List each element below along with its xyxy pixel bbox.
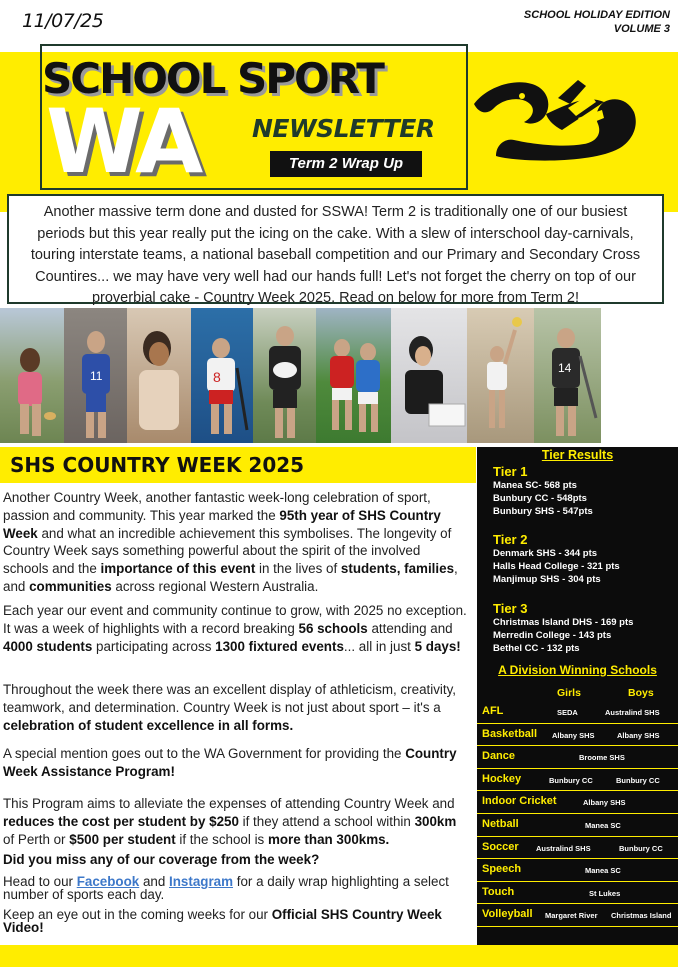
sport-name: AFL — [482, 705, 504, 717]
text-run: This Program aims to alleviate the expenses of attending Country Week and — [3, 796, 455, 811]
tier-3-heading: Tier 3 — [493, 601, 528, 616]
sport-row-basketball — [477, 724, 678, 747]
girls-winner: Albany SHS — [552, 730, 595, 740]
sport-row-afl — [477, 701, 678, 724]
tier-2-heading: Tier 2 — [493, 532, 528, 547]
sport-name: Soccer — [482, 840, 519, 853]
sport-row-dance — [477, 746, 678, 769]
photo-volleyball — [467, 308, 534, 443]
text-run: of Perth or — [3, 831, 70, 847]
combined-winner: St Lukes — [589, 888, 621, 898]
tier-2-result-3: Manjimup SHS - 304 pts — [493, 574, 601, 585]
sport-row-touch — [477, 882, 678, 905]
intro-paragraph: Another massive term done and dusted for SSWA! Term 2 is traditionally one of our busiest periods but this year really put the icing on the cake. With a slew of interschool day-carnivals, touring interstate teams, a national baseball competition and our Primary and Secondary Cross Countires... we may have very well had our hands full! Let's not forget the cherry on top of our proverbial cake - Country Week 2025. Read on below for more from Term 2! — [7, 194, 664, 304]
article-paragraph-3 — [3, 681, 469, 734]
sport-row-volleyball — [477, 904, 678, 927]
photo-hockey — [191, 308, 253, 443]
country-week-article — [0, 447, 476, 945]
text-bold: importance of this event — [100, 561, 256, 577]
tier-1-result-3: Bunbury SHS - 547pts — [493, 506, 593, 517]
text-bold: reduces the cost per student by $250 — [3, 813, 239, 829]
text-bold: 1300 fixtured events — [215, 638, 344, 654]
text-run: Keep an eye out in the coming weeks for our — [3, 907, 272, 922]
text-bold: Official SHS Country Week Video! — [3, 907, 442, 935]
text-run: and — [139, 874, 170, 889]
photo-student-portrait — [127, 308, 191, 443]
photo-soccer — [316, 308, 391, 443]
text-run: if they attend a school within — [238, 813, 415, 829]
article-heading: SHS COUNTRY WEEK 2025 — [10, 453, 305, 477]
sport-name: Indoor Cricket — [482, 795, 557, 808]
tier-1-result-1: Manea SC- 568 pts — [493, 480, 577, 491]
girls-winner: Margaret River — [545, 911, 598, 921]
combined-winner: Manea SC — [585, 866, 621, 876]
sport-name: Speech — [482, 863, 522, 876]
column-boys-header: Boys — [628, 687, 654, 699]
term-wrap-up-tag: Term 2 Wrap Up — [270, 151, 422, 177]
facebook-link[interactable]: Facebook — [76, 874, 140, 889]
masthead-title-school-sport: SCHOOL SPORT — [42, 54, 383, 103]
text-run: in the lives of — [255, 561, 341, 577]
issue-date: 11/07/25 — [22, 10, 104, 32]
text-bold: 4000 students — [3, 638, 93, 654]
tier-1-heading: Tier 1 — [493, 464, 528, 479]
text-run: A special mention goes out to the WA Government for providing the — [3, 746, 406, 761]
text-bold: more than 300kms. — [267, 831, 390, 847]
text-bold: 95th year of SHS Country Week — [3, 507, 441, 541]
article-paragraph-4 — [3, 745, 469, 781]
girls-winner: Australind SHS — [536, 843, 591, 853]
sport-name: Basketball — [482, 727, 538, 740]
boys-winner: Bunbury CC — [616, 775, 660, 785]
division-winners-title: A Division Winning Schools — [498, 663, 657, 677]
boys-winner: Australind SHS — [605, 708, 660, 717]
sport-row-netball — [477, 814, 678, 837]
combined-winner: Broome SHS — [579, 753, 625, 763]
text-run: participating across — [92, 638, 216, 654]
photo-basketball — [64, 308, 127, 443]
text-run: ... all in just — [343, 638, 415, 654]
text-bold: 300km — [414, 813, 457, 829]
text-run: Throughout the week there was an excellent display of athleticism, creativity, teamwork, and determination. Country Week is not just about sport – it's a — [3, 682, 457, 715]
sport-row-hockey — [477, 769, 678, 792]
article-paragraph-2 — [3, 602, 469, 655]
combined-winner: Manea SC — [585, 821, 621, 830]
boys-winner: Bunbury CC — [619, 843, 663, 853]
text-run: attending and — [367, 620, 453, 636]
article-paragraph-5 — [3, 795, 469, 848]
sport-name: Netball — [482, 818, 519, 830]
sport-row-soccer — [477, 837, 678, 860]
photo-afl — [0, 308, 64, 443]
tier-2-result-1: Denmark SHS - 344 pts — [493, 548, 598, 559]
sport-row-speech — [477, 859, 678, 882]
article-paragraph-6 — [3, 875, 469, 901]
boys-winner: Christmas Island — [611, 911, 672, 921]
text-bold: students, families — [340, 561, 455, 577]
tier-3-result-1: Christmas Island DHS - 169 pts — [493, 617, 634, 628]
photo-exam — [391, 308, 467, 443]
photo-strip — [0, 308, 678, 443]
text-bold: 56 schools — [298, 620, 368, 636]
edition-line-1: SCHOOL HOLIDAY EDITION — [523, 9, 670, 21]
tier-2-result-2: Halls Head College - 321 pts — [493, 561, 620, 572]
girls-winner: SEDA — [557, 708, 578, 717]
text-run: for a daily wrap highlighting a select number of sports each day. — [3, 874, 449, 902]
tier-3-result-3: Bethel CC - 132 pts — [493, 643, 580, 654]
masthead-title-wa: WA — [46, 90, 200, 193]
photo-lacrosse — [534, 308, 601, 443]
text-run: Head to our — [3, 874, 77, 889]
tier-3-result-2: Merredin College - 143 pts — [493, 630, 612, 641]
text-bold: communities — [29, 578, 112, 594]
text-run: Another Country Week, another fantastic week-long celebration of sport, passion and community. This year marked the — [3, 490, 431, 523]
column-girls-header: Girls — [557, 687, 581, 699]
boys-winner: Albany SHS — [617, 730, 660, 740]
girls-winner: Bunbury CC — [549, 775, 593, 785]
sport-name: Volleyball — [482, 908, 533, 921]
article-paragraph-1 — [3, 489, 469, 596]
text-run: and what an incredible achievement this symbolises. The longevity of Country Week says something powerful about the spirit of the involved schools and the — [3, 525, 452, 577]
combined-winner: Albany SHS — [583, 798, 626, 808]
black-swan-logo-icon — [466, 60, 646, 170]
text-run: across regional Western Australia. — [111, 578, 319, 594]
sport-name: Hockey — [482, 772, 522, 785]
article-question: Did you miss any of our coverage from the week? — [3, 852, 320, 867]
svg-text:8: 8 — [213, 369, 221, 385]
tier-1-result-2: Bunbury CC - 548pts — [493, 493, 587, 504]
photo-rugby — [253, 308, 316, 443]
tier-results-title: Tier Results — [541, 448, 614, 462]
text-run: , and — [3, 561, 458, 594]
text-bold: Country Week Assistance Program! — [3, 746, 457, 779]
results-sidebar — [477, 447, 678, 945]
edition-line-2: VOLUME 3 — [613, 23, 670, 35]
footer-bar — [0, 945, 678, 967]
masthead-subtitle: NEWSLETTER — [252, 114, 435, 143]
svg-text:11: 11 — [90, 369, 103, 383]
sport-name: Touch — [482, 885, 515, 898]
edition-label — [524, 8, 670, 36]
text-bold: $500 per student — [69, 831, 176, 847]
text-bold: 5 days! — [414, 638, 461, 654]
svg-text:14: 14 — [558, 361, 572, 375]
text-run: Each year our event and community continue to grow, with 2025 no exception. It was a week of highlights with a record breaking — [3, 603, 467, 636]
instagram-link[interactable]: Instagram — [169, 874, 234, 889]
article-paragraph-7 — [3, 908, 469, 934]
text-bold: celebration of student excellence in all forms. — [3, 717, 294, 733]
text-run: if the school is — [175, 831, 268, 847]
sport-name: Dance — [482, 750, 516, 763]
sport-row-indoor-cricket — [477, 791, 678, 814]
